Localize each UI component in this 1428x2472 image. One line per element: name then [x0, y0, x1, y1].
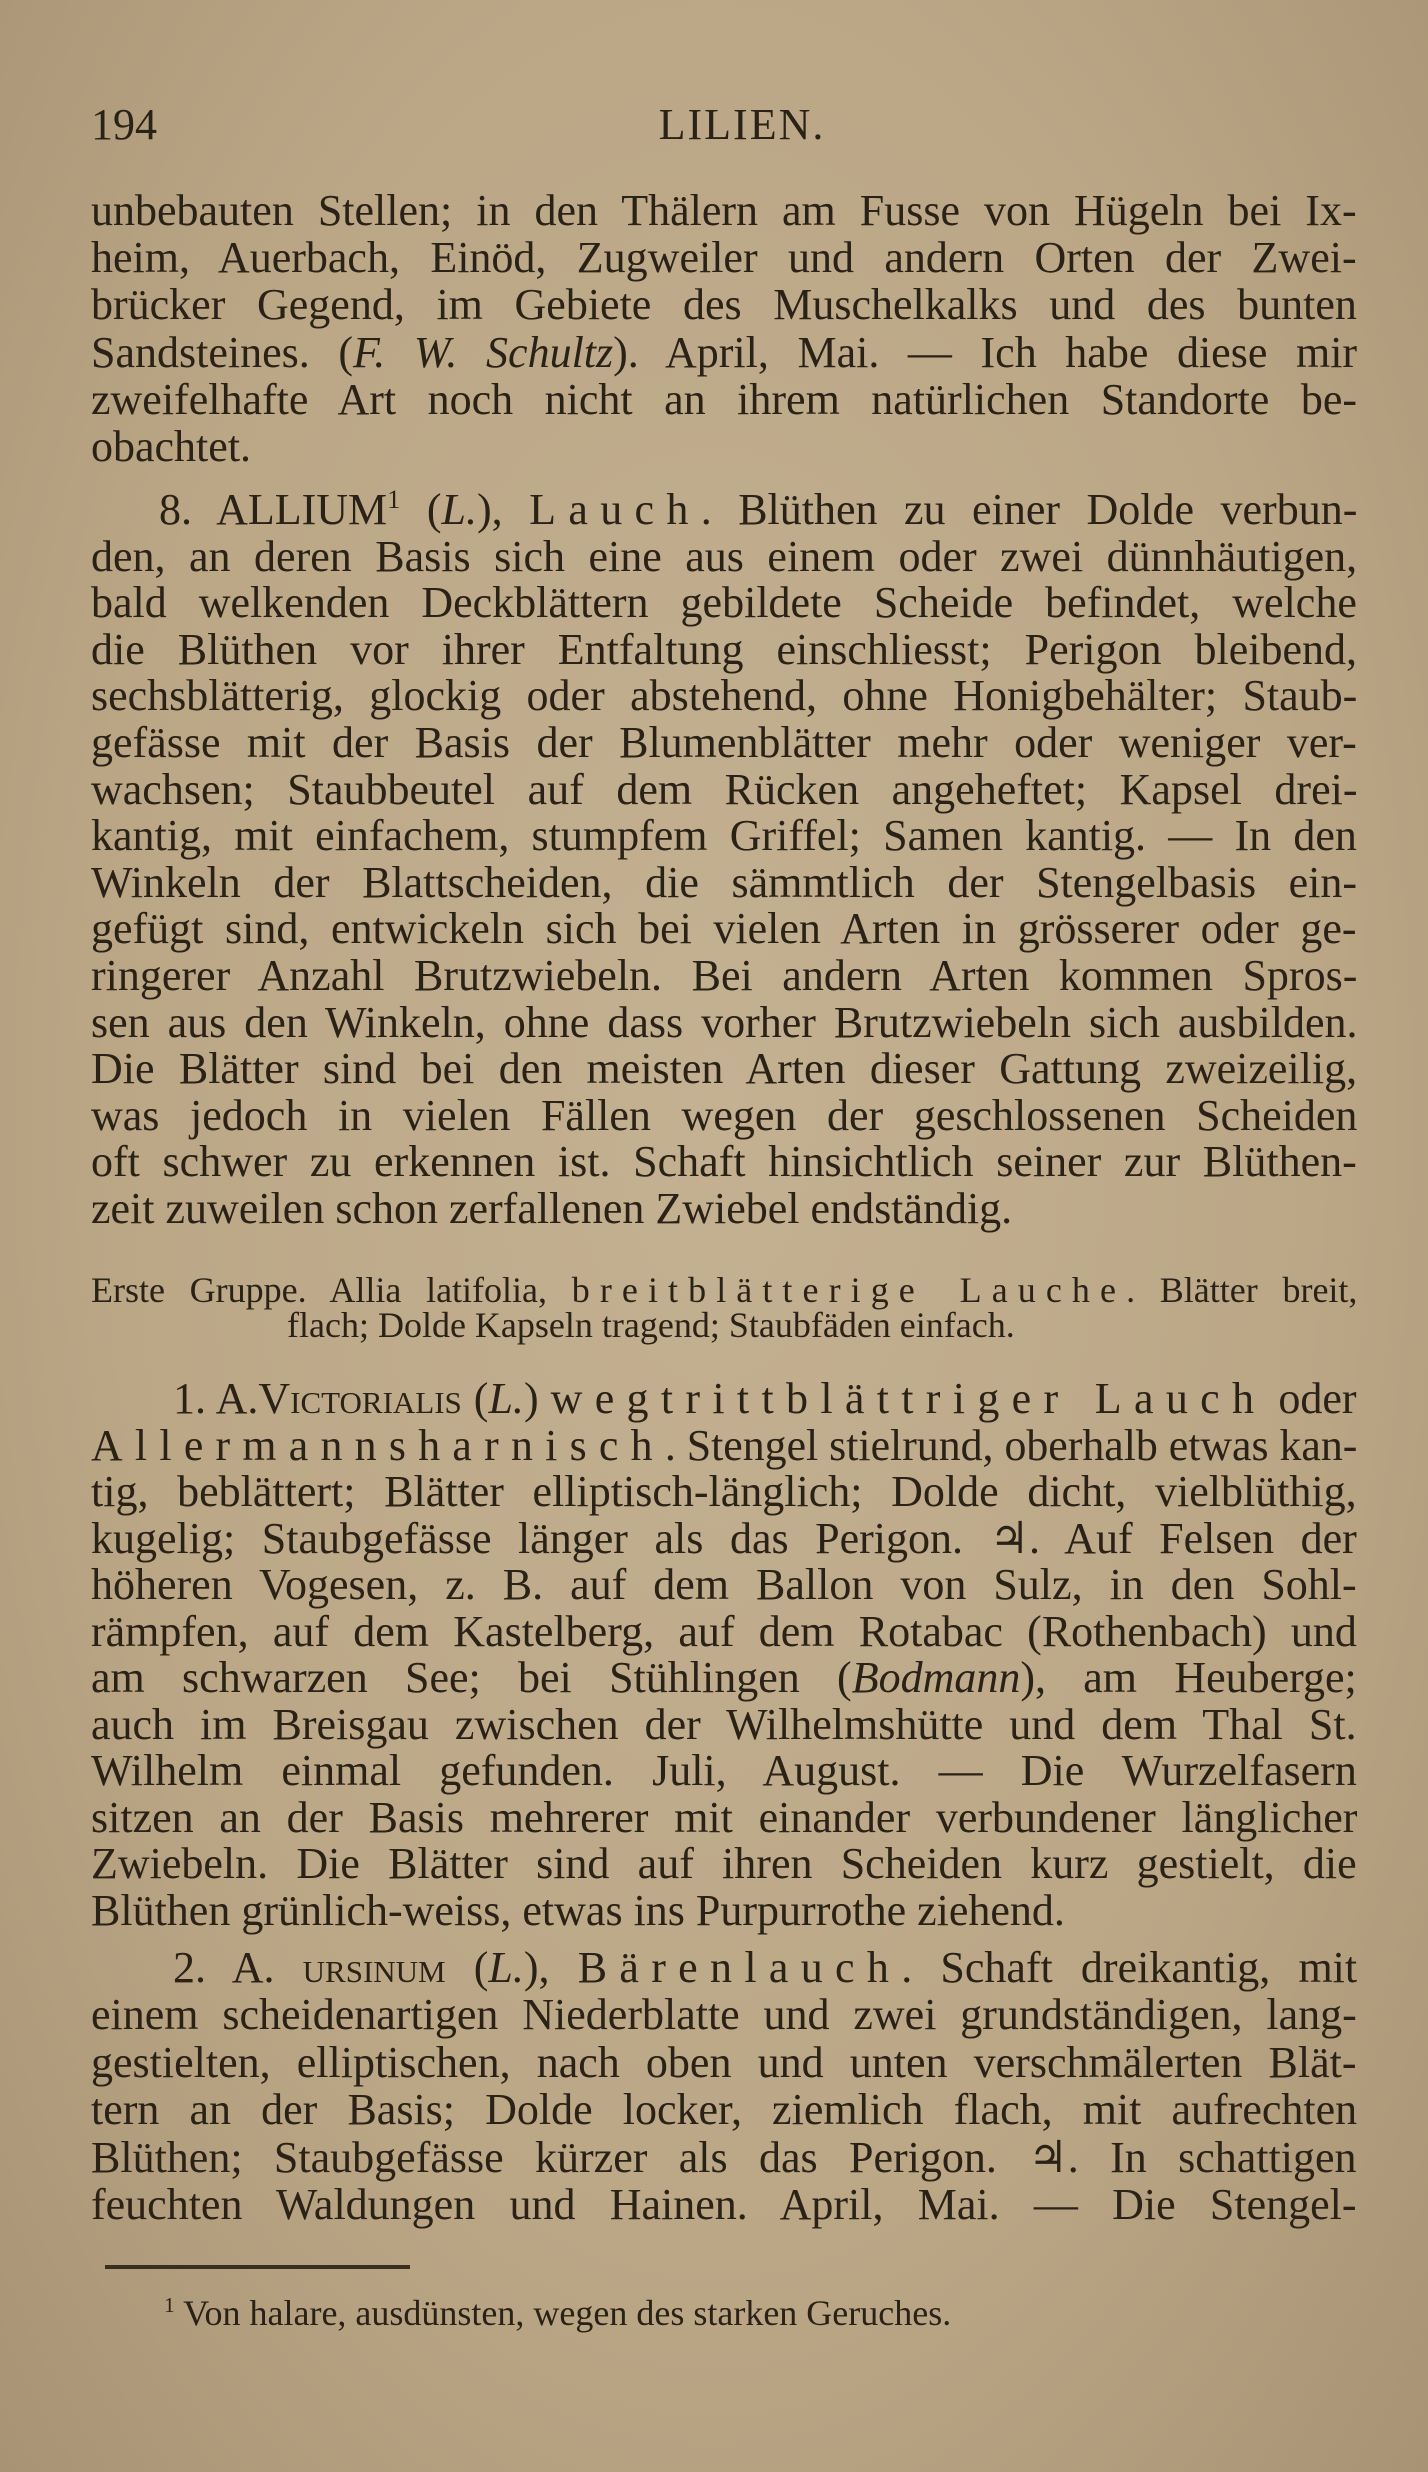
text-segment: gefässe mit der Basis der Blumenblätter mehr oder weniger ver- — [91, 717, 1357, 767]
spaced-text: Bärenlauch — [577, 1943, 902, 1992]
paragraph-allium-ursinum — [91, 1944, 1357, 2228]
text-line — [91, 281, 1357, 328]
text-line — [91, 1090, 1358, 1140]
small-caps-text: ursinum — [302, 1943, 446, 1992]
text-line — [91, 997, 1358, 1047]
text-line — [91, 187, 1357, 234]
text-segment: ) — [523, 1374, 551, 1423]
text-segment: brücker Gegend, im Gebiete des Muschelkalks und des bunten — [91, 280, 1357, 330]
text-segment: unbebauten Stellen; in den Thälern am Fusse von Hügeln bei Ix- — [91, 186, 1357, 235]
text-line — [91, 1792, 1358, 1842]
text-line — [91, 906, 1357, 953]
text-line — [91, 2134, 1357, 2181]
text-segment: Winkeln der Blattscheiden, die sämmtlich der Stengelbasis ein- — [91, 857, 1358, 907]
text-segment: ), — [523, 1943, 578, 1992]
text-segment: 1. A. — [173, 1374, 259, 1423]
text-line — [91, 1991, 1357, 2038]
text-segment: tig, beblättert; Blätter elliptisch-länglich; Dolde dicht, vielblüthig, — [91, 1467, 1357, 1516]
text-line — [91, 1420, 1358, 1470]
text-line — [91, 673, 1357, 720]
text-segment: wachsen; Staubbeutel auf dem Rücken angeheftet; Kapsel drei- — [91, 764, 1358, 814]
running-title: LILIEN. — [658, 100, 826, 149]
text-segment: zweifelhafte Art noch nicht an ihrem natürlichen Standorte be- — [91, 374, 1358, 424]
spaced-text: Allermannsharnisch — [91, 1420, 665, 1470]
text-line — [91, 1305, 1357, 1345]
text-segment: oft schwer zu erkennen ist. Schaft hinsichtlich seiner zur Blüthen- — [91, 1137, 1357, 1187]
text-segment: ringerer Anzahl Brutzwiebeln. Bei andern Arten kommen Spros- — [91, 950, 1358, 1000]
text-line — [91, 1699, 1357, 1749]
text-segment: . Blätter breit, — [1126, 1270, 1358, 1310]
text-line — [91, 813, 1357, 860]
text-segment: ( — [461, 1374, 489, 1423]
text-segment: gefügt sind, entwickeln sich bei vielen Arten in grösserer oder ge- — [91, 904, 1357, 954]
italic-text: F. W. Schultz — [353, 327, 614, 377]
text-segment: zeit zuweilen schon zerfallenen Zwiebel endständig. — [91, 1183, 1013, 1233]
text-segment: . Blüthen zu einer Dolde verbun- — [700, 485, 1358, 534]
text-segment: heim, Auerbach, Einöd, Zugweiler und andern Orten der Zwei- — [91, 233, 1357, 283]
text-segment: 2. A. — [173, 1943, 303, 1992]
paragraph-continuation — [91, 187, 1357, 470]
text-segment: auch im Breisgau zwischen der Wilhelmshütte und dem Thal St. — [91, 1699, 1357, 1749]
text-segment: feuchten Waldungen und Hainen. April, Mai. — Die Stengel- — [91, 2179, 1357, 2229]
italic-text: L. — [441, 485, 477, 534]
footnote-divider — [105, 2265, 410, 2269]
paragraph-allium-victorialis — [91, 1376, 1357, 1934]
text-line — [91, 717, 1357, 767]
text-line — [91, 1469, 1357, 1516]
text-segment: Blüthen grünlich-weiss, etwas ins Purpurrothe ziehend. — [91, 1885, 1065, 1935]
text-segment: den, an deren Basis sich eine aus einem oder zwei dünnhäutigen, — [91, 531, 1358, 581]
text-segment: sitzen an der Basis mehrerer mit einander verbundener länglicher — [91, 1792, 1358, 1842]
text-line — [91, 1944, 1357, 1991]
text-segment: Zwiebeln. Die Blätter sind auf ihren Scheiden kurz gestielt, die — [91, 1839, 1357, 1888]
text-segment: ), — [477, 485, 530, 534]
text-line — [91, 1606, 1357, 1656]
page-number: 194 — [91, 100, 157, 149]
text-segment: bald welkenden Deckblättern gebildete Scheide befindet, welche — [91, 578, 1357, 628]
text-segment: Wilhelm einmal gefunden. Juli, August. — Die Wurzelfasern — [91, 1746, 1357, 1795]
spaced-text: Lauch — [529, 485, 701, 534]
text-segment: flach; Dolde Kapseln tragend; Staubfäden einfach. — [287, 1305, 1015, 1345]
text-line — [91, 1841, 1357, 1888]
text-segment: oder — [1266, 1374, 1357, 1423]
text-line — [91, 1139, 1357, 1186]
text-segment: Erste Gruppe. Allia latifolia, — [91, 1270, 572, 1310]
italic-text: L. — [488, 1943, 524, 1992]
group-heading — [91, 1270, 1358, 1345]
text-line — [91, 764, 1358, 814]
text-line — [91, 2086, 1357, 2133]
footnote-reference: 1 — [387, 484, 401, 515]
text-segment: tern an der Basis; Dolde locker, ziemlich flach, mit aufrechten — [91, 2085, 1358, 2135]
small-caps-text: Victorialis — [258, 1374, 462, 1423]
text-segment: . Stengel stielrund, oberhalb etwas kan- — [664, 1420, 1358, 1470]
text-segment: am schwarzen See; bei Stühlingen ( — [91, 1653, 852, 1702]
spaced-text: breitblätterige Lauche — [571, 1270, 1127, 1310]
text-segment: ( — [445, 1943, 489, 1992]
italic-text: L. — [488, 1374, 524, 1423]
text-segment: die Blüthen vor ihrer Entfaltung einschliesst; Perigon bleibend, — [91, 624, 1357, 674]
text-segment: Die Blätter sind bei den meisten Arten dieser Gattung zweizeilig, — [91, 1044, 1358, 1094]
text-line — [91, 580, 1357, 627]
text-segment: Blüthen; Staubgefässe kürzer als das Perigon. ♃. In schattigen — [91, 2132, 1357, 2182]
footnote — [164, 2293, 951, 2333]
text-line — [91, 376, 1357, 423]
text-line — [91, 484, 1358, 534]
paragraph-allium-genus — [91, 484, 1358, 1233]
text-line — [91, 1046, 1357, 1093]
italic-text: Bodmann — [851, 1653, 1021, 1702]
footnote-marker: 1 — [164, 2293, 175, 2318]
footnote-text: Von halare, ausdünsten, wegen des starken Geruches. — [174, 2293, 952, 2333]
text-segment: ), am Heuberge; — [1020, 1653, 1357, 1702]
text-segment: sen aus den Winkeln, ohne dass vorher Brutzwiebeln sich ausbilden. — [91, 997, 1358, 1047]
text-segment: Sandsteines. ( — [91, 327, 354, 377]
text-line — [91, 1748, 1357, 1795]
text-line — [91, 1183, 1357, 1233]
text-segment: ). April, Mai. — Ich habe diese mir — [613, 327, 1358, 377]
text-line — [91, 1513, 1357, 1563]
text-line — [91, 1270, 1358, 1310]
text-line — [91, 950, 1358, 1000]
text-line — [91, 1562, 1357, 1609]
spaced-text: wegtrittblättriger Lauch — [550, 1374, 1267, 1423]
text-segment: ( — [400, 485, 442, 534]
text-line — [91, 1655, 1357, 1702]
text-line — [91, 2181, 1357, 2228]
text-line — [91, 531, 1358, 581]
text-line — [91, 234, 1357, 281]
text-line — [91, 1376, 1357, 1423]
text-segment: gestielten, elliptischen, nach oben und unten verschmälerten Blät- — [91, 2037, 1357, 2087]
text-line — [91, 2039, 1357, 2086]
text-segment: rämpfen, auf dem Kastelberg, auf dem Rotabac (Rothenbach) und — [91, 1606, 1357, 1656]
text-segment: einem scheidenartigen Niederblatte und zwei grundständigen, lang- — [91, 1990, 1357, 2040]
text-segment: . Schaft dreikantig, mit — [901, 1943, 1358, 1992]
text-segment: höheren Vogesen, z. B. auf dem Ballon von Sulz, in den Sohl- — [91, 1560, 1357, 1609]
text-line — [91, 857, 1358, 907]
text-segment: sechsblätterig, glockig oder abstehend, ohne Honigbehälter; Staub- — [91, 671, 1358, 721]
text-line — [91, 624, 1357, 674]
text-line — [91, 1885, 1357, 1935]
text-segment: obachtet. — [91, 421, 252, 471]
text-segment: kugelig; Staubgefässe länger als das Perigon. ♃. Auf Felsen der — [91, 1513, 1357, 1563]
text-segment: 8. ALLIUM — [159, 485, 388, 534]
text-line — [91, 329, 1357, 376]
text-segment: was jedoch in vielen Fällen wegen der geschlossenen Scheiden — [91, 1090, 1358, 1140]
text-line — [91, 423, 1357, 470]
text-segment: kantig, mit einfachem, stumpfem Griffel; Samen kantig. — In den — [91, 811, 1357, 861]
